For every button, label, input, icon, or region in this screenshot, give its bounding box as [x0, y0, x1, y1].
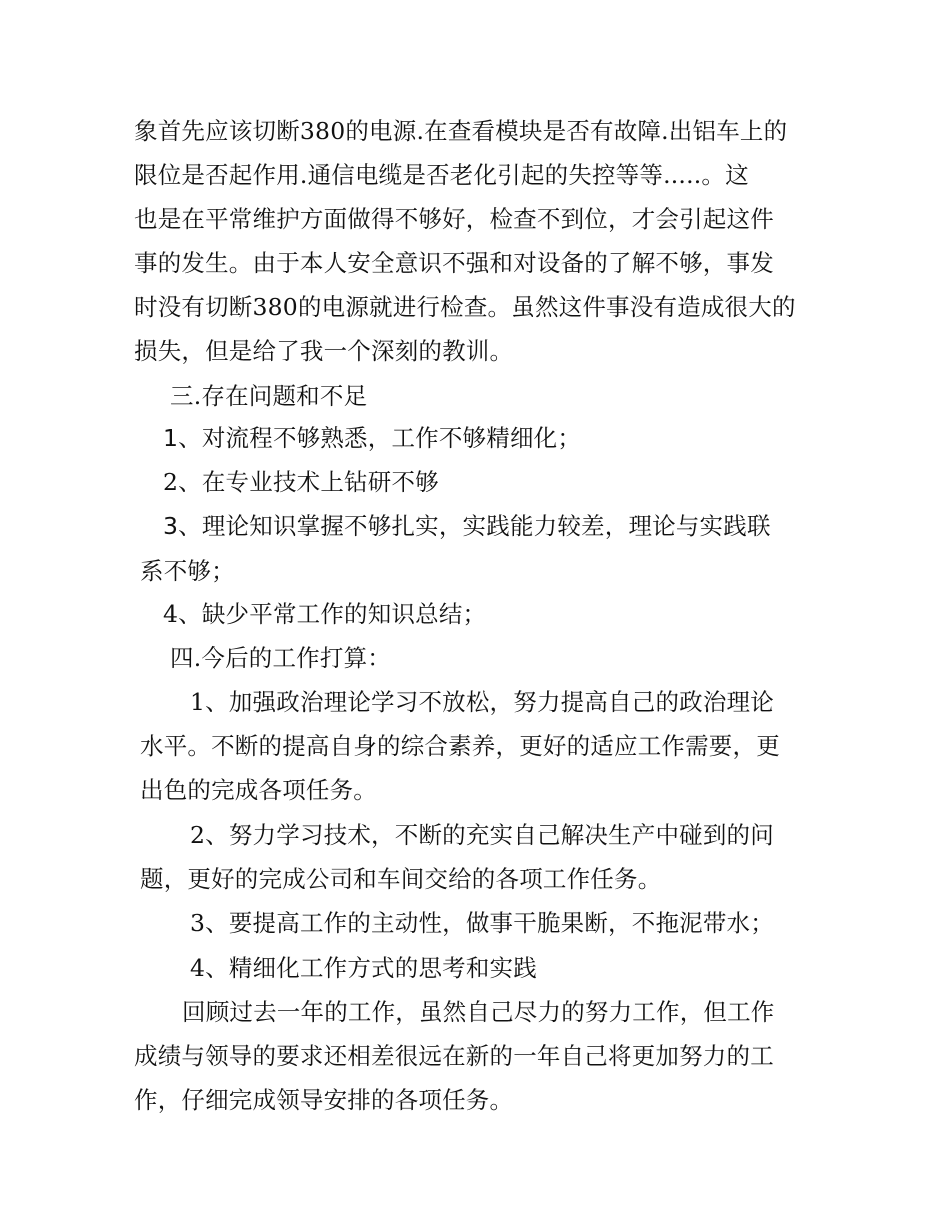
paragraph-line: 限位是否起作用.通信电缆是否老化引起的失控等等.....。这 — [134, 161, 749, 189]
list-item-continuation: 系不够； — [140, 557, 235, 585]
list-item-continuation: 题，更好的完成公司和车间交给的各项工作任务。 — [140, 865, 662, 893]
paragraph-line: 作，仔细完成领导安排的各项任务。 — [134, 1086, 514, 1114]
list-item: 2、努力学习技术，不断的充实自己解决生产中碰到的问 — [190, 821, 774, 849]
paragraph-line: 损失，但是给了我一个深刻的教训。 — [134, 337, 514, 365]
paragraph-line: 也是在平常维护方面做得不够好，检查不到位，才会引起这件 — [134, 205, 774, 233]
list-item: 4、缺少平常工作的知识总结； — [163, 600, 487, 628]
paragraph-line: 象首先应该切断380的电源.在查看模块是否有故障.出铝车上的 — [134, 117, 788, 145]
list-item: 1、加强政治理论学习不放松，努力提高自己的政治理论 — [190, 688, 774, 716]
list-item-continuation: 水平。不断的提高自身的综合素养，更好的适应工作需要，更 — [140, 732, 780, 760]
paragraph-line: 时没有切断380的电源就进行检查。虽然这件事没有造成很大的 — [134, 293, 796, 321]
list-item: 4、精细化工作方式的思考和实践 — [190, 954, 537, 982]
section-heading: 四.今后的工作打算： — [170, 644, 391, 672]
list-item: 3、理论知识掌握不够扎实，实践能力较差，理论与实践联 — [163, 512, 771, 540]
paragraph-line: 事的发生。由于本人安全意识不强和对设备的了解不够，事发 — [134, 249, 774, 277]
section-heading: 三.存在问题和不足 — [170, 382, 368, 410]
paragraph-line: 回顾过去一年的工作，虽然自己尽力的努力工作，但工作 — [182, 998, 775, 1026]
list-item: 2、在专业技术上钻研不够 — [163, 468, 439, 496]
list-item: 1、对流程不够熟悉，工作不够精细化； — [163, 424, 582, 452]
paragraph-line: 成绩与领导的要求还相差很远在新的一年自己将更加努力的工 — [134, 1042, 774, 1070]
list-item-continuation: 出色的完成各项任务。 — [140, 776, 377, 804]
list-item: 3、要提高工作的主动性，做事干脆果断，不拖泥带水； — [190, 909, 774, 937]
